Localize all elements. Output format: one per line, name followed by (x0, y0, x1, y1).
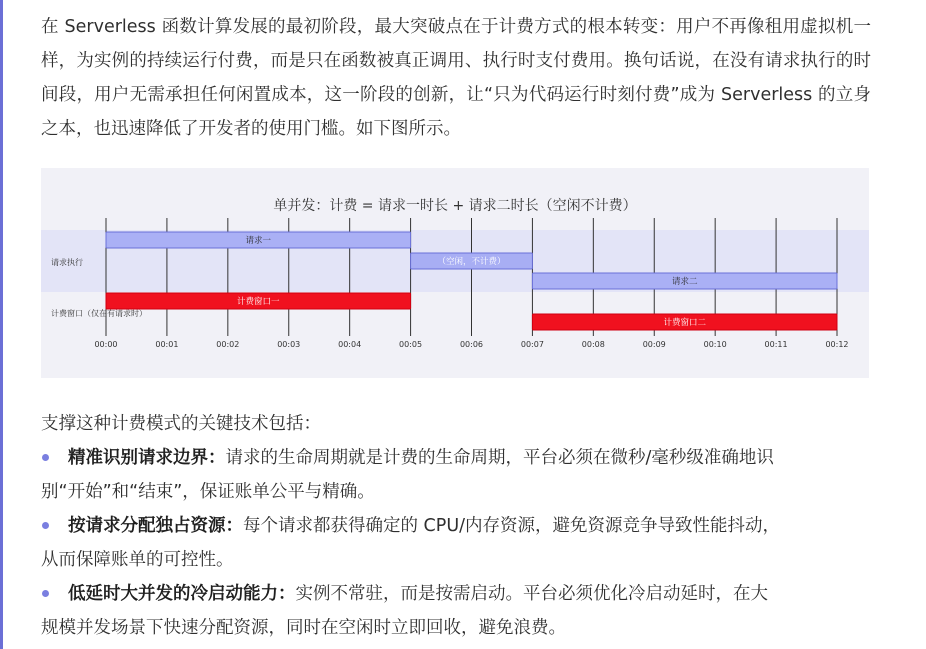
key-tech-list (41, 441, 871, 645)
x-tick-label: 00:02 (216, 340, 240, 349)
feature-title: 低延时大并发的冷启动能力： (68, 584, 296, 604)
x-tick-label: 00:00 (94, 340, 118, 349)
timeline-bar-label: 计费窗口一 (237, 297, 280, 307)
x-tick-label: 00:06 (459, 340, 484, 349)
chart-title: 单并发：计费 = 请求一时长 + 请求二时长（空闲不计费） (273, 198, 637, 214)
intro-paragraph: 在 Serverless 函数计算发展的最初阶段，最大突破点在于计费方式的根本转变：用户不再像租用虚拟机一样，为实例的持续运行付费，而是只在函数被真正调用、执行时支付费用。换句话说，在没有请求执行的时间段，用户无需承担任何闲置成本，这一阶段的创新，让“只为代码运行时刻付费”成为 Serverless 的立身之本，也迅速降低了开发者的使用门槛。如下图所示。 (41, 17, 871, 139)
feature-body-continuation: 规模并发场景下快速分配资源，同时在空闲时立即回收，避免浪费。 (41, 618, 566, 638)
x-tick-label: 00:10 (703, 340, 727, 349)
feature-item-request-boundary (41, 441, 871, 509)
left-accent-rule (0, 0, 3, 649)
feature-body: 请求的生命周期就是计费的生命周期，平台必须在微秒/毫秒级准确地识 (225, 448, 774, 468)
feature-title: 精准识别请求边界： (68, 448, 226, 468)
timeline-bar-label: 计费窗口二 (663, 318, 706, 328)
x-tick-label: 00:09 (642, 340, 666, 349)
x-tick-label: 00:07 (520, 340, 544, 349)
feature-body-continuation: 从而保障账单的可控性。 (41, 550, 234, 570)
feature-body-continuation: 别“开始”和“结束”，保证账单公平与精确。 (41, 482, 375, 502)
timeline-chart (41, 168, 869, 378)
billing-timeline-figure (41, 168, 869, 378)
x-tick-label: 00:11 (764, 340, 788, 349)
feature-body: 实例不常驻，而是按需启动。平台必须优化冷启动延时，在大 (295, 584, 768, 604)
key-tech-lead: 支撑这种计费模式的关键技术包括： (41, 414, 321, 434)
feature-item-dedicated-resources (41, 509, 871, 577)
timeline-bar-label: （空闲，不计费） (437, 257, 506, 267)
x-tick-label: 00:05 (399, 340, 423, 349)
feature-title: 按请求分配独占资源： (68, 516, 243, 536)
feature-item-cold-start (41, 577, 871, 645)
row-label: 计费窗口（仅在有请求时） (51, 309, 147, 318)
bullet-icon (42, 454, 49, 461)
feature-body: 每个请求都获得确定的 CPU/内存资源，避免资源竞争导致性能抖动， (243, 516, 781, 536)
x-tick-label: 00:01 (155, 340, 179, 349)
x-tick-label: 00:04 (338, 340, 362, 349)
timeline-bar-label: 请求一 (245, 236, 272, 246)
bullet-icon (42, 522, 49, 529)
row-label: 请求执行 (51, 258, 83, 267)
timeline-bar-label: 请求二 (671, 277, 698, 287)
x-tick-label: 00:08 (581, 340, 605, 349)
x-tick-label: 00:12 (825, 340, 849, 349)
x-tick-label: 00:03 (277, 340, 301, 349)
bullet-icon (42, 590, 49, 597)
